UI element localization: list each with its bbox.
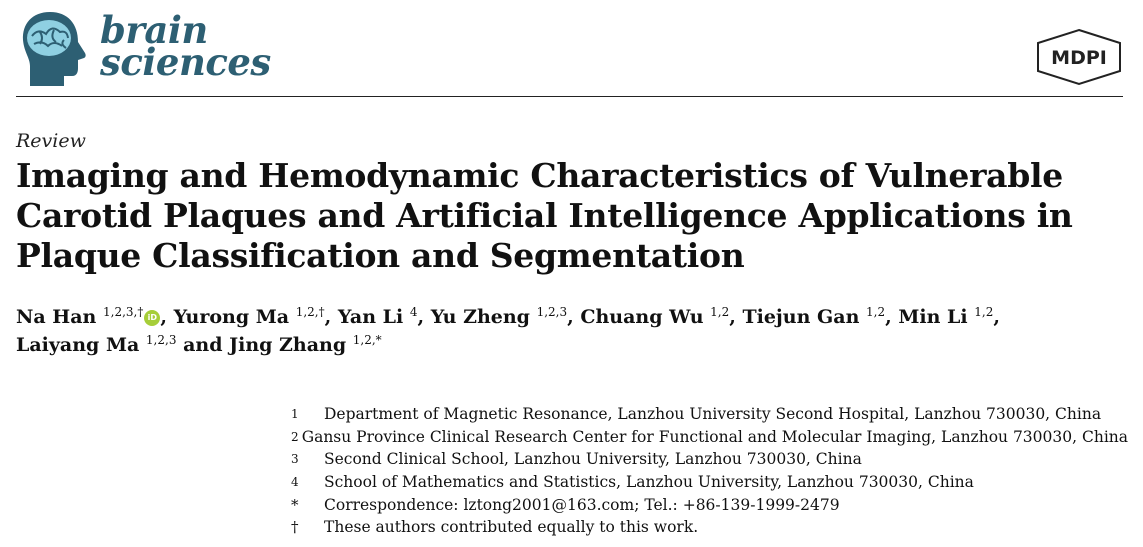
- author-affiliation-marks: 1,2,*: [352, 333, 382, 347]
- equal-contribution-text: These authors contributed equally to this work.: [324, 518, 699, 537]
- correspondence-mark: *: [291, 495, 299, 514]
- author-name: Yurong Ma: [173, 306, 290, 328]
- author-separator: ,: [729, 306, 743, 328]
- author-name: Chuang Wu: [580, 306, 704, 328]
- affiliation-mark: 2: [291, 429, 299, 444]
- author-name: Min Li: [898, 306, 968, 328]
- affiliation-mark: 3: [291, 452, 299, 467]
- journal-name: [100, 8, 271, 84]
- title-line: Carotid Plaques and Artificial Intelligence Applications in: [16, 196, 1073, 235]
- author-affiliation-marks: 1,2: [866, 305, 886, 319]
- author-separator: ,: [885, 306, 899, 328]
- header-divider: [16, 96, 1123, 97]
- author-affiliation-marks: 1,2,3,†: [103, 305, 144, 319]
- affiliation-item: [288, 426, 1128, 449]
- journal-header: [0, 0, 1143, 98]
- brain-head-logo-icon: [20, 10, 88, 92]
- author-separator: and: [176, 334, 230, 356]
- equal-contribution-mark: †: [291, 518, 299, 537]
- affiliation-text: Second Clinical School, Lanzhou University, Lanzhou 730030, China: [324, 450, 862, 469]
- equal-contribution-note: [288, 516, 1128, 539]
- author-name: Laiyang Ma: [16, 334, 140, 356]
- journal-name-line2: sciences: [100, 40, 271, 84]
- correspondence-item: [288, 493, 1128, 516]
- orcid-icon[interactable]: iD: [144, 310, 160, 326]
- author-separator: ,: [417, 306, 431, 328]
- author-name: Jing Zhang: [229, 334, 347, 356]
- author-separator: ,: [160, 306, 174, 328]
- affiliation-text: Department of Magnetic Resonance, Lanzhou University Second Hospital, Lanzhou 730030, China: [324, 405, 1102, 424]
- author-affiliation-marks: 1,2,3: [536, 305, 568, 319]
- author-line-2: [16, 331, 1126, 359]
- affiliation-list: [288, 403, 1128, 539]
- mdpi-logo: [1034, 28, 1124, 90]
- affiliation-text: Gansu Province Clinical Research Center for Functional and Molecular Imaging, Lanzhou 730030, China: [301, 427, 1128, 446]
- author-line-1: [16, 303, 1126, 331]
- author-name: Tiejun Gan: [742, 306, 860, 328]
- author-affiliation-marks: 1,2: [974, 305, 994, 319]
- author-affiliation-marks: 4: [409, 305, 418, 319]
- affiliation-mark: 4: [291, 475, 299, 490]
- article-title: [16, 156, 1126, 276]
- affiliation-mark: 1: [291, 407, 299, 422]
- author-separator: ,: [993, 306, 1000, 328]
- author-list: [16, 303, 1126, 359]
- affiliation-text: School of Mathematics and Statistics, Lanzhou University, Lanzhou 730030, China: [324, 473, 974, 492]
- author-affiliation-marks: 1,2,†: [295, 305, 325, 319]
- publisher-label: MDPI: [1051, 47, 1107, 69]
- affiliation-item: [288, 471, 1128, 494]
- author-affiliation-marks: 1,2,3: [145, 333, 177, 347]
- correspondence-text[interactable]: Correspondence: lztong2001@163.com; Tel.: +86-139-1999-2479: [324, 495, 840, 514]
- author-separator: ,: [324, 306, 338, 328]
- affiliation-item: [288, 448, 1128, 471]
- title-line: Imaging and Hemodynamic Characteristics of Vulnerable: [16, 156, 1063, 195]
- journal-name-line1: brain: [100, 8, 208, 52]
- article-type: Review: [16, 130, 86, 152]
- author-affiliation-marks: 1,2: [710, 305, 730, 319]
- author-name: Yu Zheng: [430, 306, 530, 328]
- author-name: Na Han: [16, 306, 97, 328]
- author-separator: ,: [567, 306, 581, 328]
- affiliation-item: [288, 403, 1128, 426]
- author-name: Yan Li: [337, 306, 404, 328]
- title-line: Plaque Classification and Segmentation: [16, 236, 745, 275]
